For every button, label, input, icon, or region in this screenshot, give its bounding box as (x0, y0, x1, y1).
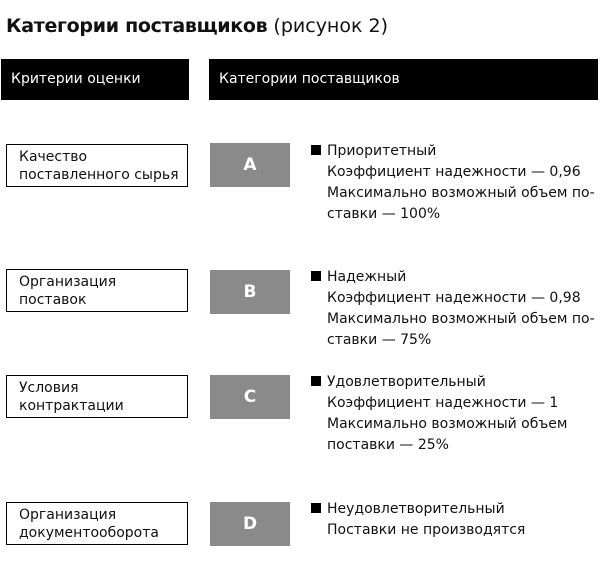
description-line: Коэффициент надежности — 0,96 (327, 164, 581, 180)
category-badge-d: D (210, 502, 290, 546)
header-categories: Категории поставщиков (209, 59, 598, 100)
description-line: Поставки не производятся (327, 522, 526, 538)
title-figure-ref: (рисунок 2) (273, 15, 388, 37)
square-bullet-icon (311, 145, 321, 155)
description-line: Максимально возможный объем по- (327, 311, 595, 327)
square-bullet-icon (311, 503, 321, 513)
category-description-d (311, 499, 596, 541)
criterion-box-document-flow (6, 502, 188, 545)
description-line: Коэффициент надежности — 0,98 (327, 290, 581, 306)
criterion-line: поставок (19, 292, 87, 308)
description-line: ставки — 100% (327, 206, 441, 222)
criterion-line: документооборота (19, 525, 159, 541)
criterion-line: Качество (19, 149, 88, 165)
criterion-line: Организация (19, 274, 117, 290)
criterion-line: Условия (19, 380, 79, 396)
category-description-c (311, 372, 596, 456)
description-line: ставки — 75% (327, 332, 432, 348)
category-status: Надежный (327, 269, 407, 285)
criterion-line: поставленного сырья (19, 167, 179, 183)
criterion-line: Организация (19, 507, 117, 523)
category-description-b (311, 267, 596, 351)
criterion-box-quality (6, 144, 188, 187)
criterion-line: контрактации (19, 398, 124, 414)
category-status: Удовлетворительный (327, 374, 486, 390)
description-line: Коэффициент надежности — 1 (327, 395, 559, 411)
title-main: Категории поставщиков (6, 15, 268, 37)
category-badge-a: A (210, 143, 290, 187)
square-bullet-icon (311, 271, 321, 281)
description-line: Максимально возможный объем по- (327, 185, 595, 201)
diagram-title (6, 14, 388, 38)
criterion-box-contract-terms (6, 375, 188, 418)
category-description-a (311, 141, 596, 225)
square-bullet-icon (311, 376, 321, 386)
category-status: Неудовлетворительный (327, 501, 505, 517)
category-status: Приоритетный (327, 143, 437, 159)
description-line: поставки — 25% (327, 437, 449, 453)
description-line: Максимально возможный объем (327, 416, 568, 432)
header-criteria: Критерии оценки (1, 59, 189, 100)
criterion-box-supply-organization (6, 269, 188, 312)
category-badge-c: C (210, 375, 290, 419)
category-badge-b: B (210, 270, 290, 314)
